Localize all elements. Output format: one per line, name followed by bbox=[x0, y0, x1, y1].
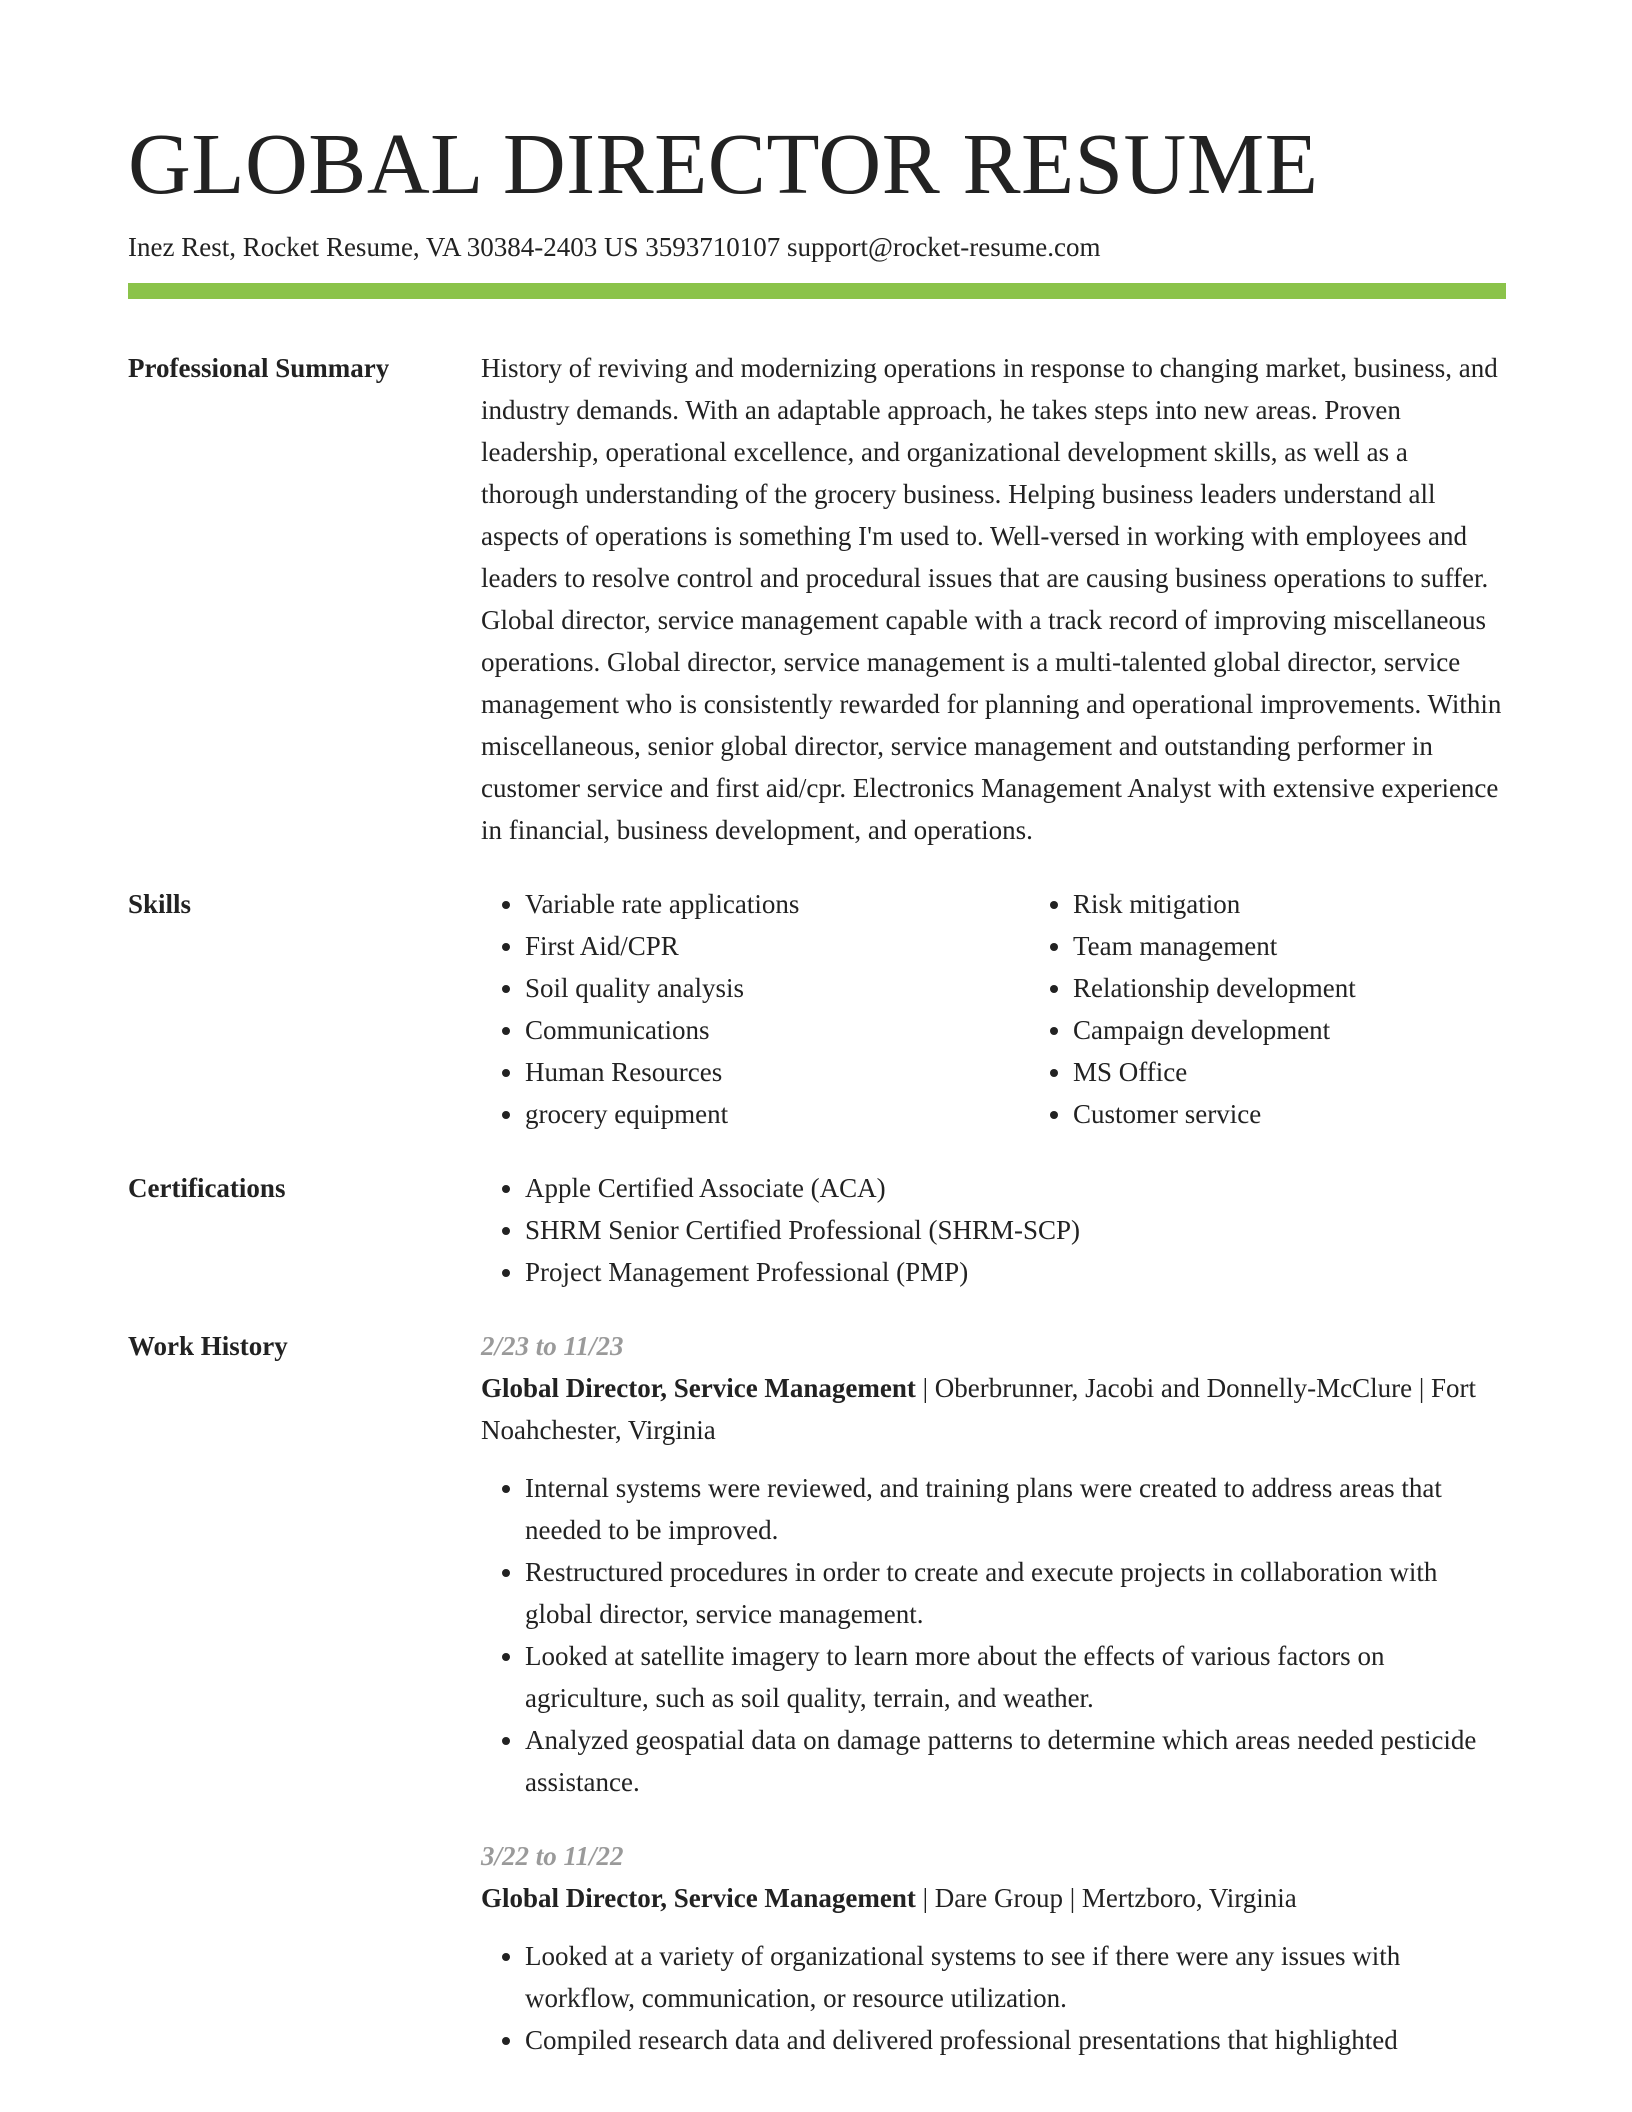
job-heading bbox=[481, 1367, 1506, 1451]
resume-page bbox=[128, 115, 1506, 2061]
job-title: Global Director, Service Management bbox=[481, 1373, 916, 1404]
certification-item: • Apple Certified Associate (ACA) bbox=[525, 1167, 1506, 1209]
skill-item: • Risk mitigation bbox=[1073, 883, 1577, 925]
skill-item: • Human Resources bbox=[525, 1051, 1029, 1093]
skill-item: • Variable rate applications bbox=[525, 883, 1029, 925]
skill-item: • Relationship development bbox=[1073, 967, 1577, 1009]
skill-item: • grocery equipment bbox=[525, 1093, 1029, 1135]
job-bullet: • Looked at a variety of organizational systems to see if there were any issues with workflow, communication, or resource utilization. bbox=[525, 1935, 1506, 2019]
job-entry bbox=[481, 1835, 1506, 2061]
skills-column-1 bbox=[481, 883, 1029, 1135]
job-employer-location: | Oberbrunner, Jacobi and Donnelly-McClure | Fort Noahchester, Virginia bbox=[481, 1373, 1476, 1446]
skill-item: • Soil quality analysis bbox=[525, 967, 1029, 1009]
skills-heading: Skills bbox=[128, 889, 192, 920]
job-bullets bbox=[481, 1467, 1506, 1803]
summary-text: History of reviving and modernizing operations in response to changing market, business, and industry demands. With an adaptable approach, he takes steps into new areas. Proven leadership, operational excellence, and organizational development skills, as well as a thorough understanding of the grocery business. Helping business leaders understand all aspects of operations is something I'm used to. Well-versed in working with employees and leaders to resolve control and procedural issues that are causing business operations to suffer. Global director, service management capable with a track record of improving miscellaneous operations. Global director, service management is a multi-talented global director, service management who is consistently rewarded for planning and operational improvements. Within miscellaneous, senior global director, service management and outstanding performer in customer service and first aid/cpr. Electronics Management Analyst with extensive experience in financial, business development, and operations. bbox=[481, 353, 1502, 846]
job-dates: 3/22 to 11/22 bbox=[481, 1841, 624, 1872]
skill-item: • Campaign development bbox=[1073, 1009, 1577, 1051]
certification-item: • SHRM Senior Certified Professional (SHRM-SCP) bbox=[525, 1209, 1506, 1251]
skill-item: • First Aid/CPR bbox=[525, 925, 1029, 967]
skill-item: • Team management bbox=[1073, 925, 1577, 967]
work-history-body bbox=[481, 1325, 1506, 2061]
job-employer-location: | Dare Group | Mertzboro, Virginia bbox=[915, 1883, 1297, 1914]
header-divider bbox=[128, 283, 1506, 299]
job-bullets bbox=[481, 1935, 1506, 2061]
summary-section bbox=[128, 347, 1506, 851]
skill-item: • Customer service bbox=[1073, 1093, 1577, 1135]
work-history-heading: Work History bbox=[128, 1331, 288, 1362]
job-bullet: • Restructured procedures in order to create and execute projects in collaboration with global director, service management. bbox=[525, 1551, 1506, 1635]
certifications-heading: Certifications bbox=[128, 1173, 286, 1204]
skill-item: • MS Office bbox=[1073, 1051, 1577, 1093]
job-bullet: • Compiled research data and delivered professional presentations that highlighted bbox=[525, 2019, 1506, 2061]
job-dates: 2/23 to 11/23 bbox=[481, 1331, 624, 1362]
skills-column-2 bbox=[1029, 883, 1577, 1135]
job-bullet: • Internal systems were reviewed, and training plans were created to address areas that needed to be improved. bbox=[525, 1467, 1506, 1551]
summary-heading: Professional Summary bbox=[128, 353, 390, 384]
skills-grid bbox=[481, 883, 1577, 1135]
job-bullet: • Analyzed geospatial data on damage patterns to determine which areas needed pesticide assistance. bbox=[525, 1719, 1506, 1803]
job-entry bbox=[481, 1325, 1506, 1803]
certifications-body bbox=[481, 1167, 1506, 1293]
certifications-section bbox=[128, 1167, 1506, 1293]
job-title: Global Director, Service Management bbox=[481, 1883, 916, 1914]
job-heading bbox=[481, 1877, 1506, 1919]
contact-line: Inez Rest, Rocket Resume, VA 30384-2403 US 3593710107 support@rocket-resume.com bbox=[128, 232, 1101, 262]
skills-section bbox=[128, 883, 1506, 1135]
certifications-list bbox=[481, 1167, 1506, 1293]
work-history-section bbox=[128, 1325, 1506, 2061]
skill-item: • Communications bbox=[525, 1009, 1029, 1051]
job-bullet: • Looked at satellite imagery to learn more about the effects of various factors on agriculture, such as soil quality, terrain, and weather. bbox=[525, 1635, 1506, 1719]
certification-item: • Project Management Professional (PMP) bbox=[525, 1251, 1506, 1293]
resume-title: GLOBAL DIRECTOR RESUME bbox=[128, 115, 1319, 212]
